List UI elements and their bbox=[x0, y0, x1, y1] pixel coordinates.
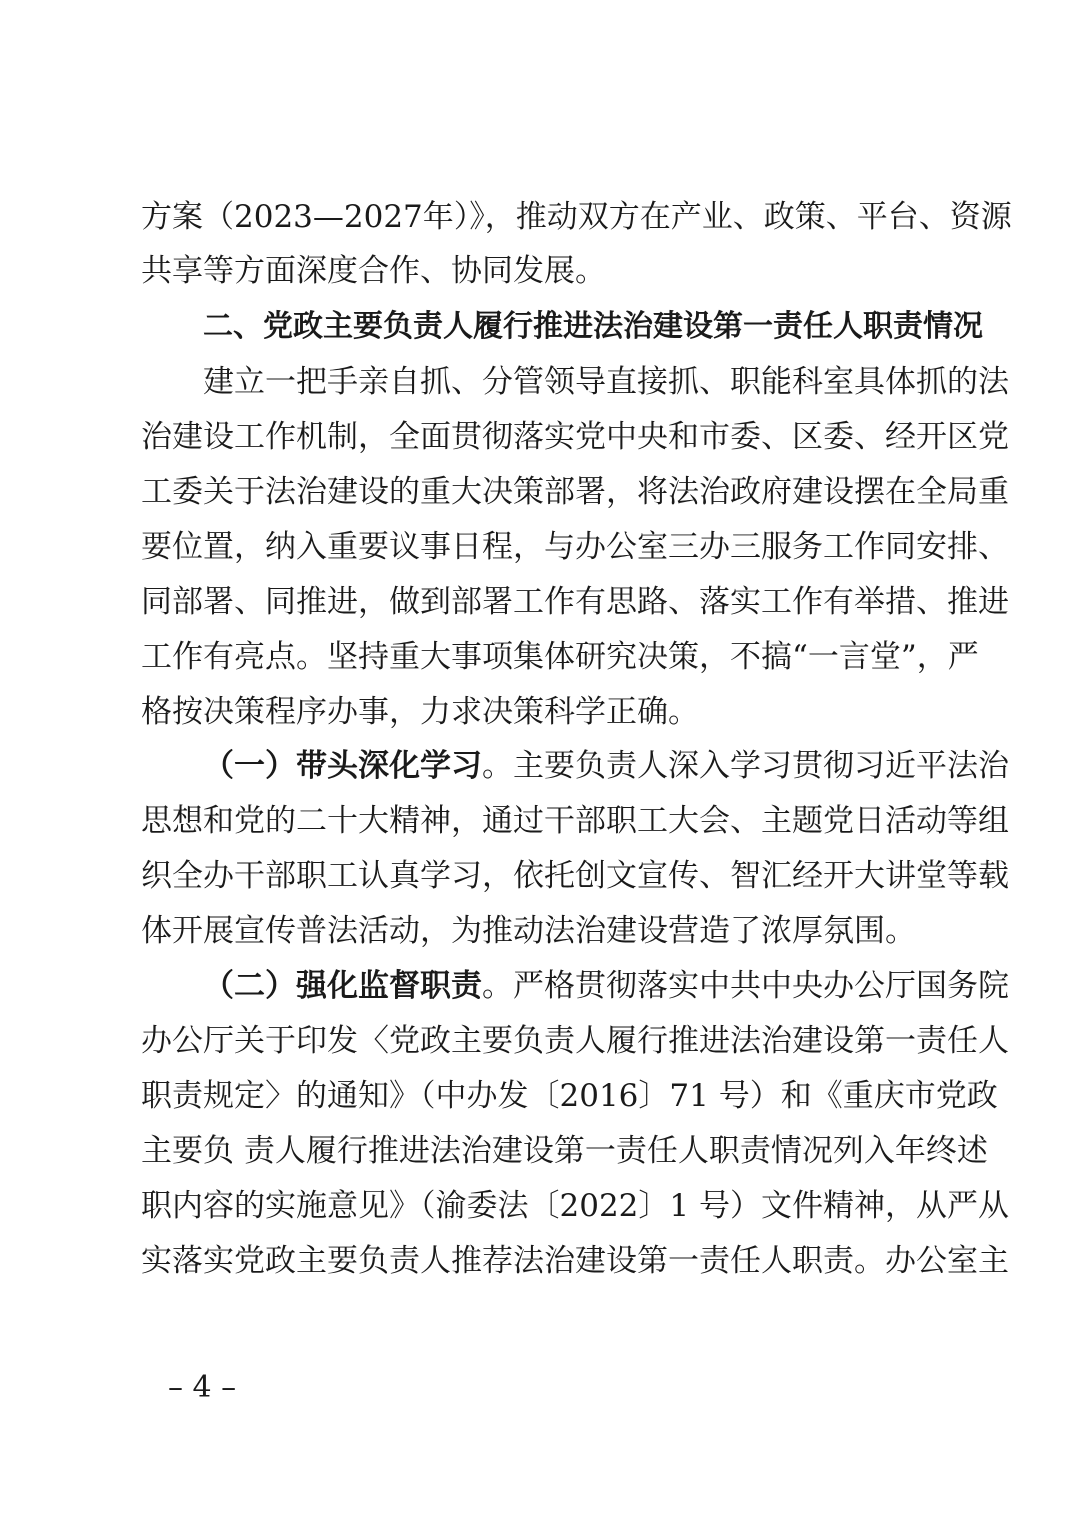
paragraph-line: 治建设工作机制，全面贯彻落实党中央和市委、区委、经开区党 bbox=[141, 419, 1009, 455]
paragraph-line: 实落实党政主要负责人推荐法治建设第一责任人职责。办公室主 bbox=[141, 1243, 1009, 1279]
paragraph-line: 织全办干部职工认真学习，依托创文宣传、智汇经开大讲堂等载 bbox=[141, 858, 1009, 894]
paragraph-text: 。主要负责人深入学习贯彻习近平法治 bbox=[482, 748, 1009, 784]
page-number: – 4 – bbox=[168, 1370, 237, 1405]
paragraph-text: 。严格贯彻落实中共中央办公厅国务院 bbox=[482, 968, 1009, 1004]
paragraph-line: 格按决策程序办事，力求决策科学正确。 bbox=[141, 694, 699, 730]
paragraph-line: 同部署、同推进，做到部署工作有思路、落实工作有举措、推进 bbox=[141, 584, 1009, 620]
paragraph-line bbox=[203, 962, 1009, 1010]
paragraph-line: 建立一把手亲自抓、分管领导直接抓、职能科室具体抓的法 bbox=[203, 364, 1009, 400]
section-heading: 二、党政主要负责人履行推进法治建设第一责任人职责情况 bbox=[203, 309, 983, 344]
paragraph-line: 工委关于法治建设的重大决策部署，将法治政府建设摆在全局重 bbox=[141, 474, 1009, 510]
paragraph-line: 方案（2023—2027年）》，推动双方在产业、政策、平台、资源 bbox=[141, 199, 1012, 235]
subheading-learning: （一）带头深化学习 bbox=[203, 748, 482, 784]
paragraph-line: 要位置，纳入重要议事日程，与办公室三办三服务工作同安排、 bbox=[141, 529, 1009, 565]
paragraph-line: 共享等方面深度合作、协同发展。 bbox=[141, 253, 606, 289]
paragraph-line: 职内容的实施意见》（渝委法〔2022〕1 号）文件精神，从严从 bbox=[141, 1188, 1009, 1224]
paragraph-line: 职责规定〉的通知》（中办发〔2016〕71 号）和《重庆市党政 bbox=[141, 1078, 998, 1114]
paragraph-line bbox=[203, 742, 1009, 790]
paragraph-line: 办公厅关于印发〈党政主要负责人履行推进法治建设第一责任人 bbox=[141, 1023, 1009, 1059]
paragraph-line: 体开展宣传普法活动，为推动法治建设营造了浓厚氛围。 bbox=[141, 913, 916, 949]
paragraph-line: 主要负 责人履行推进法治建设第一责任人职责情况列入年终述 bbox=[141, 1133, 988, 1169]
subheading-supervision: （二）强化监督职责 bbox=[203, 968, 482, 1004]
paragraph-line: 思想和党的二十大精神，通过干部职工大会、主题党日活动等组 bbox=[141, 803, 1009, 839]
paragraph-line: 工作有亮点。坚持重大事项集体研究决策，不搞“一言堂”，严 bbox=[141, 639, 979, 675]
